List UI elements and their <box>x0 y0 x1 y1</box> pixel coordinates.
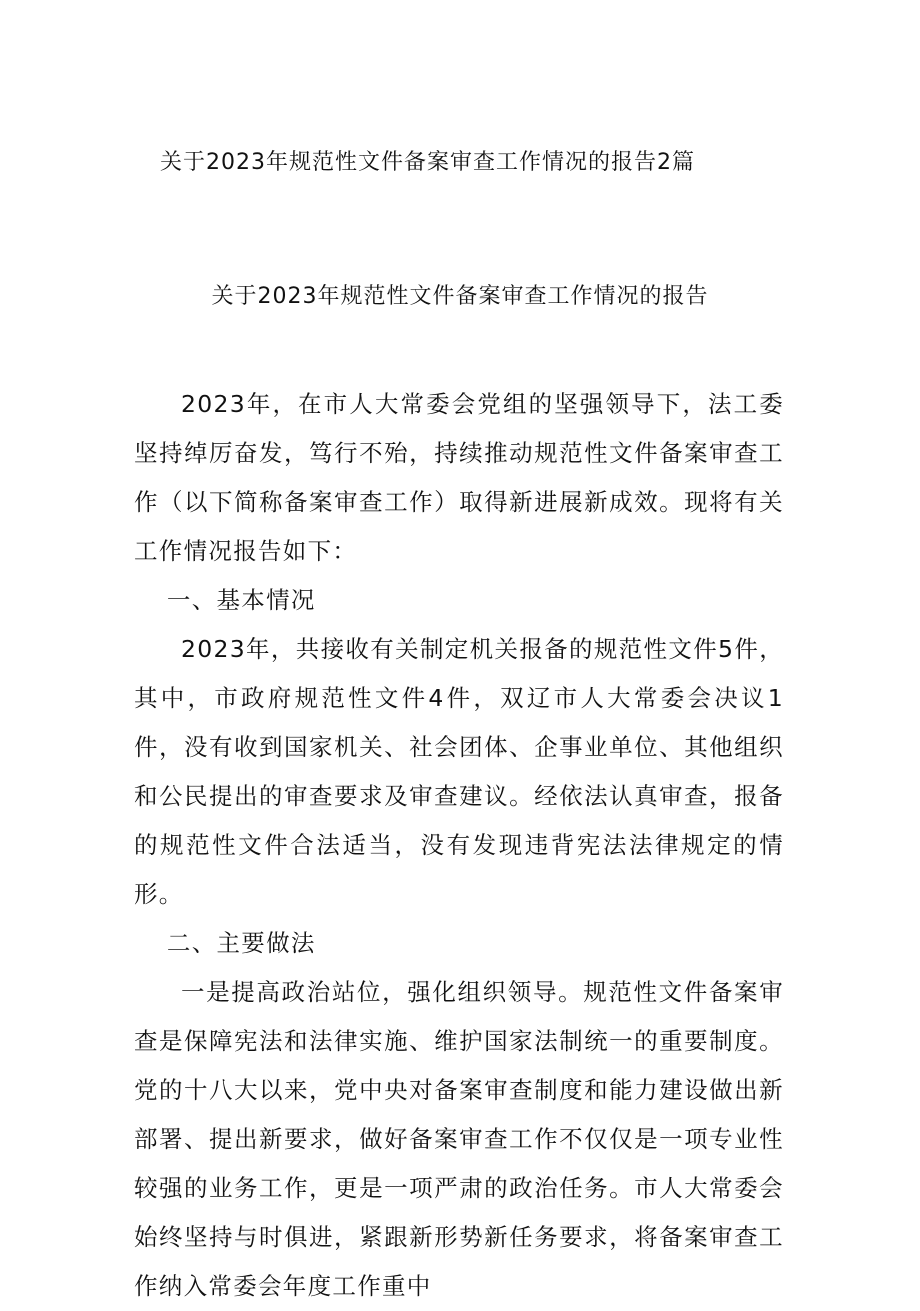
intro-paragraph: 2023年，在市人大常委会党组的坚强领导下，法工委坚持绰厉奋发，笃行不殆，持续推动规范性文件备案审查工作（以下简称备案审查工作）取得新进展新成效。现将有关工作情况报告如下： <box>134 390 784 565</box>
report-body <box>134 380 784 1311</box>
document-title: 关于2023年规范性文件备案审查工作情况的报告2篇 <box>160 150 695 175</box>
main-practices-paragraph: 一是提高政治站位，强化组织领导。规范性文件备案审查是保障宪法和法律实施、维护国家法制统一的重要制度。党的十八大以来，党中央对备案审查制度和能力建设做出新部署、提出新要求，做好备案审查工作不仅仅是一项专业性较强的业务工作，更是一项严肃的政治任务。市人大常委会始终坚持与时俱进，紧跟新形势新任务要求，将备案审查工作纳入常委会年度工作重中 <box>134 978 784 1300</box>
section-heading-basic: 一、基本情况 <box>166 586 316 614</box>
report-subtitle: 关于2023年规范性文件备案审查工作情况的报告 <box>211 284 709 309</box>
section-heading-practices: 二、主要做法 <box>166 929 316 957</box>
basic-situation-paragraph: 2023年，共接收有关制定机关报备的规范性文件5件，其中，市政府规范性文件4件，双辽市人大常委会决议1件，没有收到国家机关、社会团体、企事业单位、其他组织和公民提出的审查要求及审查建议。经依法认真审查，报备的规范性文件合法适当，没有发现违背宪法法律规定的情形。 <box>134 635 784 908</box>
